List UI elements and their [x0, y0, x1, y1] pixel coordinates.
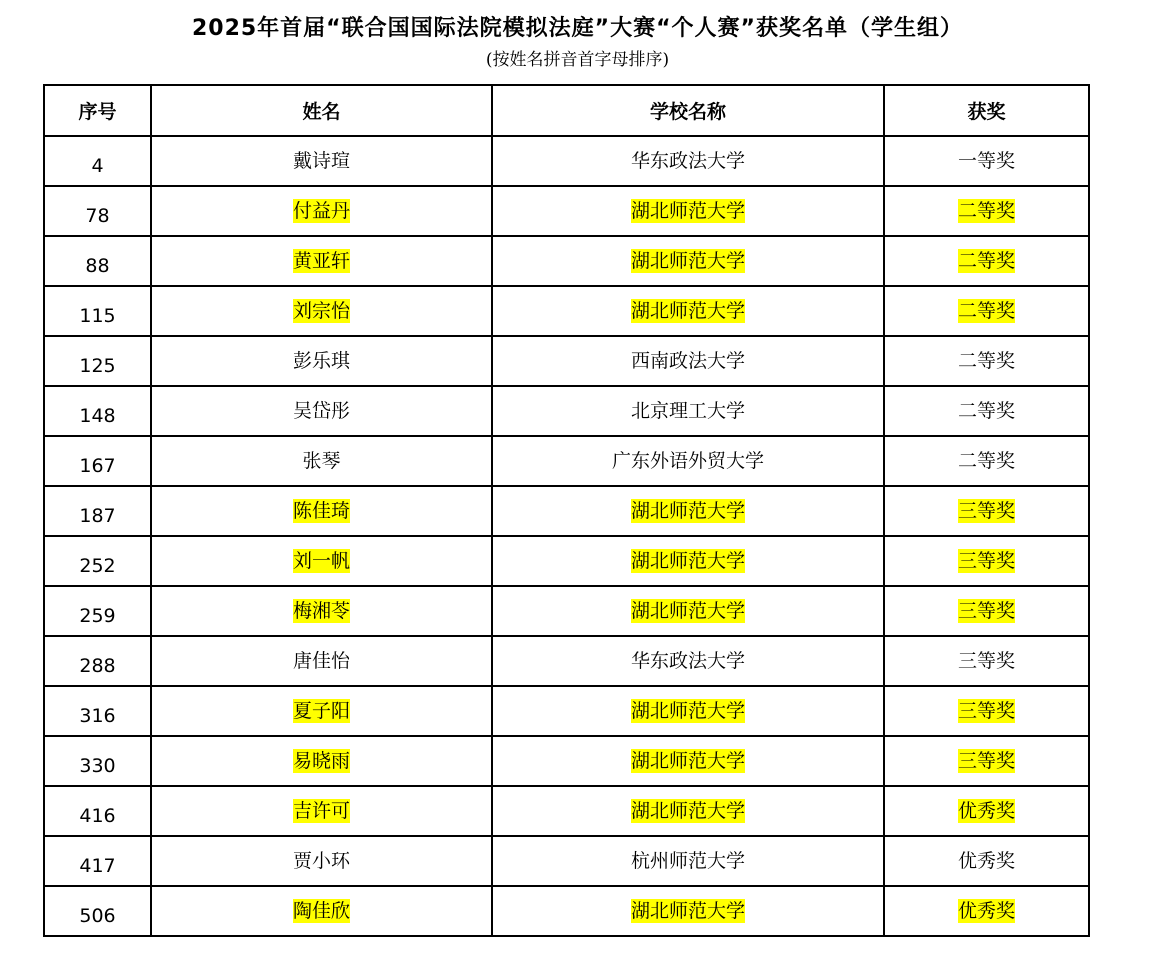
cell-school-text: 华东政法大学 — [630, 650, 745, 672]
cell-no — [44, 536, 151, 586]
cell-no — [44, 836, 151, 886]
cell-name — [151, 336, 492, 386]
cell-school — [492, 386, 884, 436]
cell-school — [492, 736, 884, 786]
cell-award-text: 二等奖 — [957, 250, 1015, 272]
cell-name — [151, 136, 492, 186]
cell-school-text: 杭州师范大学 — [630, 850, 745, 872]
cell-award — [884, 436, 1089, 486]
cell-school — [492, 686, 884, 736]
table-header-row — [44, 85, 1089, 136]
document-subtitle: (按姓名拼音首字母排序) — [485, 50, 670, 70]
cell-name-text: 刘一帆 — [292, 550, 350, 572]
cell-no — [44, 786, 151, 836]
cell-school-text: 湖北师范大学 — [630, 600, 745, 622]
cell-award-text: 二等奖 — [957, 200, 1015, 222]
cell-award-text: 三等奖 — [957, 500, 1015, 522]
award-table — [43, 84, 1090, 937]
cell-no — [44, 386, 151, 436]
cell-name-text: 贾小环 — [292, 850, 350, 872]
cell-no-text: 252 — [79, 555, 116, 577]
cell-award — [884, 686, 1089, 736]
cell-no — [44, 736, 151, 786]
cell-award — [884, 236, 1089, 286]
cell-award — [884, 286, 1089, 336]
cell-no-text: 506 — [79, 905, 116, 927]
cell-no-text: 125 — [79, 355, 116, 377]
cell-school — [492, 586, 884, 636]
cell-award — [884, 336, 1089, 386]
cell-school-text: 湖北师范大学 — [630, 900, 745, 922]
cell-no-text: 167 — [79, 455, 116, 477]
table-row — [44, 836, 1089, 886]
table-row — [44, 436, 1089, 486]
cell-name — [151, 636, 492, 686]
cell-school — [492, 486, 884, 536]
header-name: 姓名 — [151, 85, 492, 136]
cell-award — [884, 736, 1089, 786]
header-award: 获奖 — [884, 85, 1089, 136]
cell-school — [492, 636, 884, 686]
cell-no — [44, 236, 151, 286]
table-row — [44, 186, 1089, 236]
cell-school-text: 湖北师范大学 — [630, 200, 745, 222]
cell-no — [44, 686, 151, 736]
cell-school-text: 湖北师范大学 — [630, 750, 745, 772]
cell-award-text: 三等奖 — [957, 550, 1015, 572]
cell-name — [151, 536, 492, 586]
cell-no-text: 330 — [79, 755, 116, 777]
table-row — [44, 736, 1089, 786]
cell-name-text: 吉许可 — [292, 800, 350, 822]
cell-school-text: 湖北师范大学 — [630, 300, 745, 322]
cell-name-text: 梅湘苓 — [292, 600, 350, 622]
cell-name-text: 陈佳琦 — [292, 500, 350, 522]
table-row — [44, 136, 1089, 186]
header-no: 序号 — [44, 85, 151, 136]
cell-award-text: 优秀奖 — [957, 800, 1015, 822]
cell-award-text: 二等奖 — [957, 300, 1015, 322]
cell-name-text: 刘宗怡 — [292, 300, 350, 322]
cell-name-text: 吴岱彤 — [292, 400, 350, 422]
cell-name — [151, 586, 492, 636]
cell-award — [884, 886, 1089, 936]
cell-school — [492, 786, 884, 836]
cell-award — [884, 136, 1089, 186]
table-row — [44, 286, 1089, 336]
cell-name-text: 唐佳怡 — [292, 650, 350, 672]
cell-award — [884, 386, 1089, 436]
cell-name — [151, 186, 492, 236]
cell-award — [884, 186, 1089, 236]
cell-no — [44, 436, 151, 486]
cell-school-text: 广东外语外贸大学 — [611, 450, 764, 472]
cell-school-text: 湖北师范大学 — [630, 250, 745, 272]
cell-school-text: 华东政法大学 — [630, 150, 745, 172]
cell-no-text: 187 — [79, 505, 116, 527]
cell-award — [884, 486, 1089, 536]
cell-school — [492, 136, 884, 186]
cell-no — [44, 486, 151, 536]
cell-award-text: 优秀奖 — [957, 900, 1015, 922]
cell-school-text: 湖北师范大学 — [630, 800, 745, 822]
table-row — [44, 336, 1089, 386]
cell-no — [44, 886, 151, 936]
cell-no-text: 417 — [79, 855, 116, 877]
cell-name-text: 易晓雨 — [292, 750, 350, 772]
cell-school — [492, 436, 884, 486]
cell-name — [151, 386, 492, 436]
cell-no — [44, 136, 151, 186]
cell-award-text: 二等奖 — [957, 450, 1015, 472]
table-body — [44, 136, 1089, 936]
cell-award-text: 三等奖 — [957, 750, 1015, 772]
cell-no-text: 148 — [79, 405, 116, 427]
cell-award — [884, 786, 1089, 836]
cell-name — [151, 736, 492, 786]
cell-no — [44, 186, 151, 236]
cell-name-text: 戴诗瑄 — [292, 150, 350, 172]
cell-award — [884, 536, 1089, 586]
table-row — [44, 386, 1089, 436]
cell-award-text: 优秀奖 — [957, 850, 1015, 872]
cell-no-text: 259 — [79, 605, 116, 627]
table-row — [44, 236, 1089, 286]
cell-school — [492, 186, 884, 236]
cell-name-text: 陶佳欣 — [292, 900, 350, 922]
cell-name-text: 黄亚轩 — [292, 250, 350, 272]
cell-no-text: 78 — [85, 205, 110, 227]
document-title: 2025年首届“联合国国际法院模拟法庭”大赛“个人赛”获奖名单（学生组） — [191, 16, 964, 41]
cell-school-text: 湖北师范大学 — [630, 500, 745, 522]
cell-award-text: 三等奖 — [957, 600, 1015, 622]
cell-no — [44, 636, 151, 686]
cell-name — [151, 686, 492, 736]
cell-award-text: 三等奖 — [957, 700, 1015, 722]
cell-no-text: 288 — [79, 655, 116, 677]
table-row — [44, 486, 1089, 536]
cell-award — [884, 586, 1089, 636]
table-row — [44, 686, 1089, 736]
table-row — [44, 636, 1089, 686]
cell-award-text: 二等奖 — [957, 400, 1015, 422]
cell-no — [44, 336, 151, 386]
cell-name-text: 彭乐琪 — [292, 350, 350, 372]
cell-name-text: 付益丹 — [292, 200, 350, 222]
cell-name — [151, 786, 492, 836]
table-row — [44, 886, 1089, 936]
cell-no — [44, 586, 151, 636]
cell-no-text: 4 — [91, 155, 104, 177]
cell-award-text: 三等奖 — [957, 650, 1015, 672]
cell-school — [492, 886, 884, 936]
table-row — [44, 536, 1089, 586]
cell-name — [151, 236, 492, 286]
cell-no-text: 316 — [79, 705, 116, 727]
header-school: 学校名称 — [492, 85, 884, 136]
cell-name-text: 张琴 — [302, 450, 341, 472]
cell-name — [151, 436, 492, 486]
cell-name — [151, 836, 492, 886]
cell-school — [492, 286, 884, 336]
cell-no-text: 416 — [79, 805, 116, 827]
cell-no — [44, 286, 151, 336]
cell-award — [884, 636, 1089, 686]
cell-no-text: 88 — [85, 255, 110, 277]
cell-school — [492, 836, 884, 886]
cell-school — [492, 336, 884, 386]
cell-school — [492, 236, 884, 286]
cell-school-text: 西南政法大学 — [630, 350, 745, 372]
cell-name — [151, 286, 492, 336]
cell-award — [884, 836, 1089, 886]
cell-school-text: 湖北师范大学 — [630, 550, 745, 572]
cell-school-text: 湖北师范大学 — [630, 700, 745, 722]
cell-award-text: 一等奖 — [957, 150, 1015, 172]
cell-school-text: 北京理工大学 — [630, 400, 745, 422]
cell-no-text: 115 — [79, 305, 116, 327]
cell-award-text: 二等奖 — [957, 350, 1015, 372]
table-row — [44, 786, 1089, 836]
cell-name — [151, 486, 492, 536]
cell-name — [151, 886, 492, 936]
cell-name-text: 夏子阳 — [292, 700, 350, 722]
cell-school — [492, 536, 884, 586]
table-row — [44, 586, 1089, 636]
